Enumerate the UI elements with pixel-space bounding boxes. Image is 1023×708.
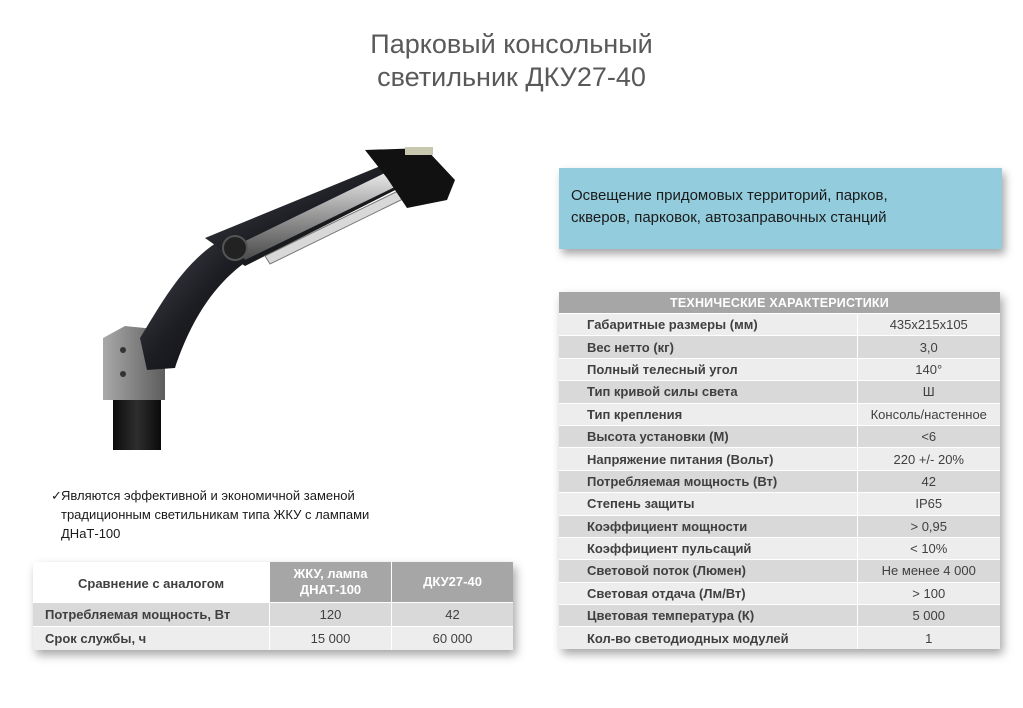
application-box xyxy=(559,168,1002,249)
specs-header: ТЕХНИЧЕСКИЕ ХАРАКТЕРИСТИКИ xyxy=(559,292,1000,314)
bullet-line-1: Являются эффективной и экономичной заменой xyxy=(61,488,355,503)
spec-key: Потребляемая мощность (Вт) xyxy=(559,470,857,492)
table-row xyxy=(559,605,1000,627)
comparison-col-1-line-1: ЖКУ, лампа xyxy=(293,566,368,581)
table-row xyxy=(559,515,1000,537)
street-lamp-image xyxy=(95,138,475,450)
comparison-label: Сравнение с аналогом xyxy=(78,576,225,591)
comparison-col-2: ДКУ27-40 xyxy=(392,562,514,603)
title-line-2: светильник ДКУ27-40 xyxy=(377,62,646,92)
spec-value: Ш xyxy=(857,381,1000,403)
spec-key: Напряжение питания (Вольт) xyxy=(559,448,857,470)
spec-key: Цветовая температура (К) xyxy=(559,605,857,627)
checkmark-icon: ✓ xyxy=(51,488,62,503)
spec-value: 435х215х105 xyxy=(857,314,1000,336)
bullet-line-2: традиционным светильникам типа ЖКУ с лампами xyxy=(61,507,370,522)
spec-value: < 10% xyxy=(857,537,1000,559)
table-row xyxy=(559,560,1000,582)
application-text-line-1: Освещение придомовых территорий, парков, xyxy=(571,187,888,204)
table-row xyxy=(559,425,1000,447)
spec-key: Вес нетто (кг) xyxy=(559,336,857,358)
spec-value: Не менее 4 000 xyxy=(857,560,1000,582)
table-row xyxy=(33,627,513,651)
spec-value: 1 xyxy=(857,627,1000,649)
spec-value: 140° xyxy=(857,358,1000,380)
specs-table xyxy=(559,292,1000,649)
comparison-value: 15 000 xyxy=(270,627,392,651)
title-line-1: Парковый консольный xyxy=(370,29,653,59)
spec-key: Габаритные размеры (мм) xyxy=(559,314,857,336)
table-row xyxy=(559,336,1000,358)
spec-value: 220 +/- 20% xyxy=(857,448,1000,470)
spec-value: Консоль/настенное xyxy=(857,403,1000,425)
spec-key: Световой поток (Люмен) xyxy=(559,560,857,582)
spec-value: > 0,95 xyxy=(857,515,1000,537)
application-text-line-2: скверов, парковок, автозаправочных станций xyxy=(571,209,887,226)
table-row xyxy=(559,381,1000,403)
bullet-line-3: ДНаТ-100 xyxy=(61,526,121,541)
table-row xyxy=(559,537,1000,559)
comparison-col-1-line-2: ДНАТ-100 xyxy=(299,582,362,597)
table-row xyxy=(559,448,1000,470)
table-row xyxy=(559,358,1000,380)
comparison-value: 42 xyxy=(392,603,514,627)
table-row xyxy=(559,470,1000,492)
table-row xyxy=(559,314,1000,336)
comparison-key: Потребляемая мощность, Вт xyxy=(33,603,270,627)
spec-key: Полный телесный угол xyxy=(559,358,857,380)
comparison-col-1 xyxy=(270,562,392,603)
bullet-point xyxy=(51,486,451,543)
spec-value: 42 xyxy=(857,470,1000,492)
comparison-key: Срок службы, ч xyxy=(33,627,270,651)
spec-value: > 100 xyxy=(857,582,1000,604)
table-row xyxy=(559,403,1000,425)
spec-value: <6 xyxy=(857,425,1000,447)
spec-value: 5 000 xyxy=(857,605,1000,627)
spec-value: 3,0 xyxy=(857,336,1000,358)
spec-key: Световая отдача (Лм/Вт) xyxy=(559,582,857,604)
spec-key: Тип кривой силы света xyxy=(559,381,857,403)
spec-key: Тип крепления xyxy=(559,403,857,425)
spec-value: IP65 xyxy=(857,493,1000,515)
spec-key: Коэффициент пульсаций xyxy=(559,537,857,559)
comparison-value: 120 xyxy=(270,603,392,627)
spec-key: Высота установки (М) xyxy=(559,425,857,447)
spec-key: Степень защиты xyxy=(559,493,857,515)
page-title xyxy=(0,28,1023,94)
spec-key: Коэффициент мощности xyxy=(559,515,857,537)
spec-key: Кол-во светодиодных модулей xyxy=(559,627,857,649)
table-row xyxy=(559,493,1000,515)
table-row xyxy=(559,582,1000,604)
table-row xyxy=(559,627,1000,649)
comparison-value: 60 000 xyxy=(392,627,514,651)
table-row xyxy=(33,603,513,627)
